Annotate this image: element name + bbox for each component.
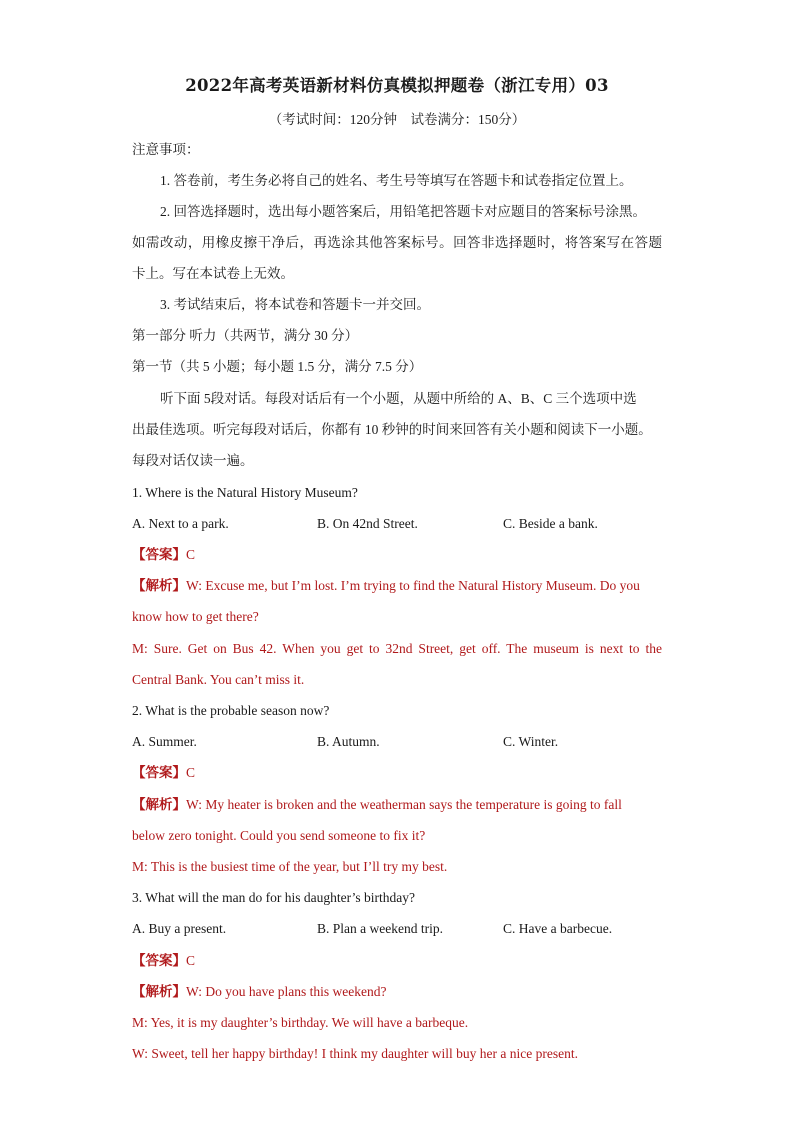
answer-value: C [186, 547, 196, 562]
analysis-text: M: This is the busiest time of the year, but I’ll try my best. [132, 859, 448, 874]
directions-line: 出最佳选项。听完每段对话后，你都有 10 秒钟的时间来回答有关小题和阅读下一小题。 [132, 422, 652, 437]
answer-label: 【答案】 [132, 765, 186, 780]
answer-line [132, 952, 195, 970]
directions-line: 听下面 5段对话。每段对话后有一个小题，从题中所给的 A、B、C 三个选项中选 [160, 391, 637, 406]
analysis-text: W: Sweet, tell her happy birthday! I think my daughter will buy her a nice present. [132, 1046, 578, 1061]
question-stem: 2. What is the probable season now? [132, 703, 330, 718]
option-c: C. Beside a bank. [503, 516, 598, 531]
analysis-text: W: Excuse me, but I’m lost. I’m trying to find the Natural History Museum. Do you [186, 578, 640, 593]
notice-item: 2. 回答选择题时，选出每小题答案后，用铅笔把答题卡对应题目的答案标号涂黑。 [160, 204, 646, 219]
option-b: B. On 42nd Street. [317, 516, 418, 531]
answer-line [132, 764, 195, 782]
option-c: C. Winter. [503, 734, 559, 749]
analysis-text: below zero tonight. Could you send someone to fix it? [132, 828, 426, 843]
option-a: A. Buy a present. [132, 921, 227, 936]
answer-label: 【答案】 [132, 953, 186, 968]
analysis-text: M: Sure. Get on Bus 42. When you get to 32nd Street, get off. The museum is next to the [132, 641, 662, 656]
analysis-label: 【解析】 [132, 984, 186, 999]
analysis-line [132, 577, 640, 595]
exam-info: （考试时间：120分钟 试卷满分：150分） [268, 112, 526, 127]
answer-value: C [186, 953, 196, 968]
analysis-label: 【解析】 [132, 578, 186, 593]
question-stem: 3. What will the man do for his daughter’s birthday? [132, 890, 415, 905]
analysis-line [132, 983, 386, 1001]
answer-label: 【答案】 [132, 547, 186, 562]
option-a: A. Next to a park. [132, 516, 229, 531]
analysis-text: M: Yes, it is my daughter’s birthday. We will have a barbeque. [132, 1015, 469, 1030]
analysis-text: W: My heater is broken and the weatherman says the temperature is going to fall [186, 797, 622, 812]
analysis-label: 【解析】 [132, 797, 186, 812]
page-title: 2022年高考英语新材料仿真模拟押题卷（浙江专用）03 [185, 76, 609, 95]
notice-item: 卡上。写在本试卷上无效。 [132, 266, 294, 281]
directions-line: 每段对话仅读一遍。 [132, 453, 254, 468]
option-a: A. Summer. [132, 734, 197, 749]
analysis-text: W: Do you have plans this weekend? [186, 984, 387, 999]
option-b: B. Autumn. [317, 734, 380, 749]
answer-value: C [186, 765, 196, 780]
notice-item: 如需改动，用橡皮擦干净后，再选涂其他答案标号。回答非选择题时，将答案写在答题 [132, 235, 662, 250]
notice-heading: 注意事项： [132, 142, 200, 157]
option-b: B. Plan a weekend trip. [317, 921, 443, 936]
option-c: C. Have a barbecue. [503, 921, 613, 936]
part-heading: 第一部分 听力（共两节，满分 30 分） [132, 328, 359, 343]
answer-line [132, 546, 195, 564]
analysis-text: know how to get there? [132, 609, 259, 624]
analysis-line [132, 796, 622, 814]
section-heading: 第一节（共 5 小题；每小题 1.5 分，满分 7.5 分） [132, 359, 423, 374]
notice-item: 1. 答卷前，考生务必将自己的姓名、考生号等填写在答题卡和试卷指定位置上。 [160, 173, 633, 188]
notice-item: 3. 考试结束后，将本试卷和答题卡一并交回。 [160, 297, 430, 312]
analysis-text: Central Bank. You can’t miss it. [132, 672, 305, 687]
question-stem: 1. Where is the Natural History Museum? [132, 485, 358, 500]
